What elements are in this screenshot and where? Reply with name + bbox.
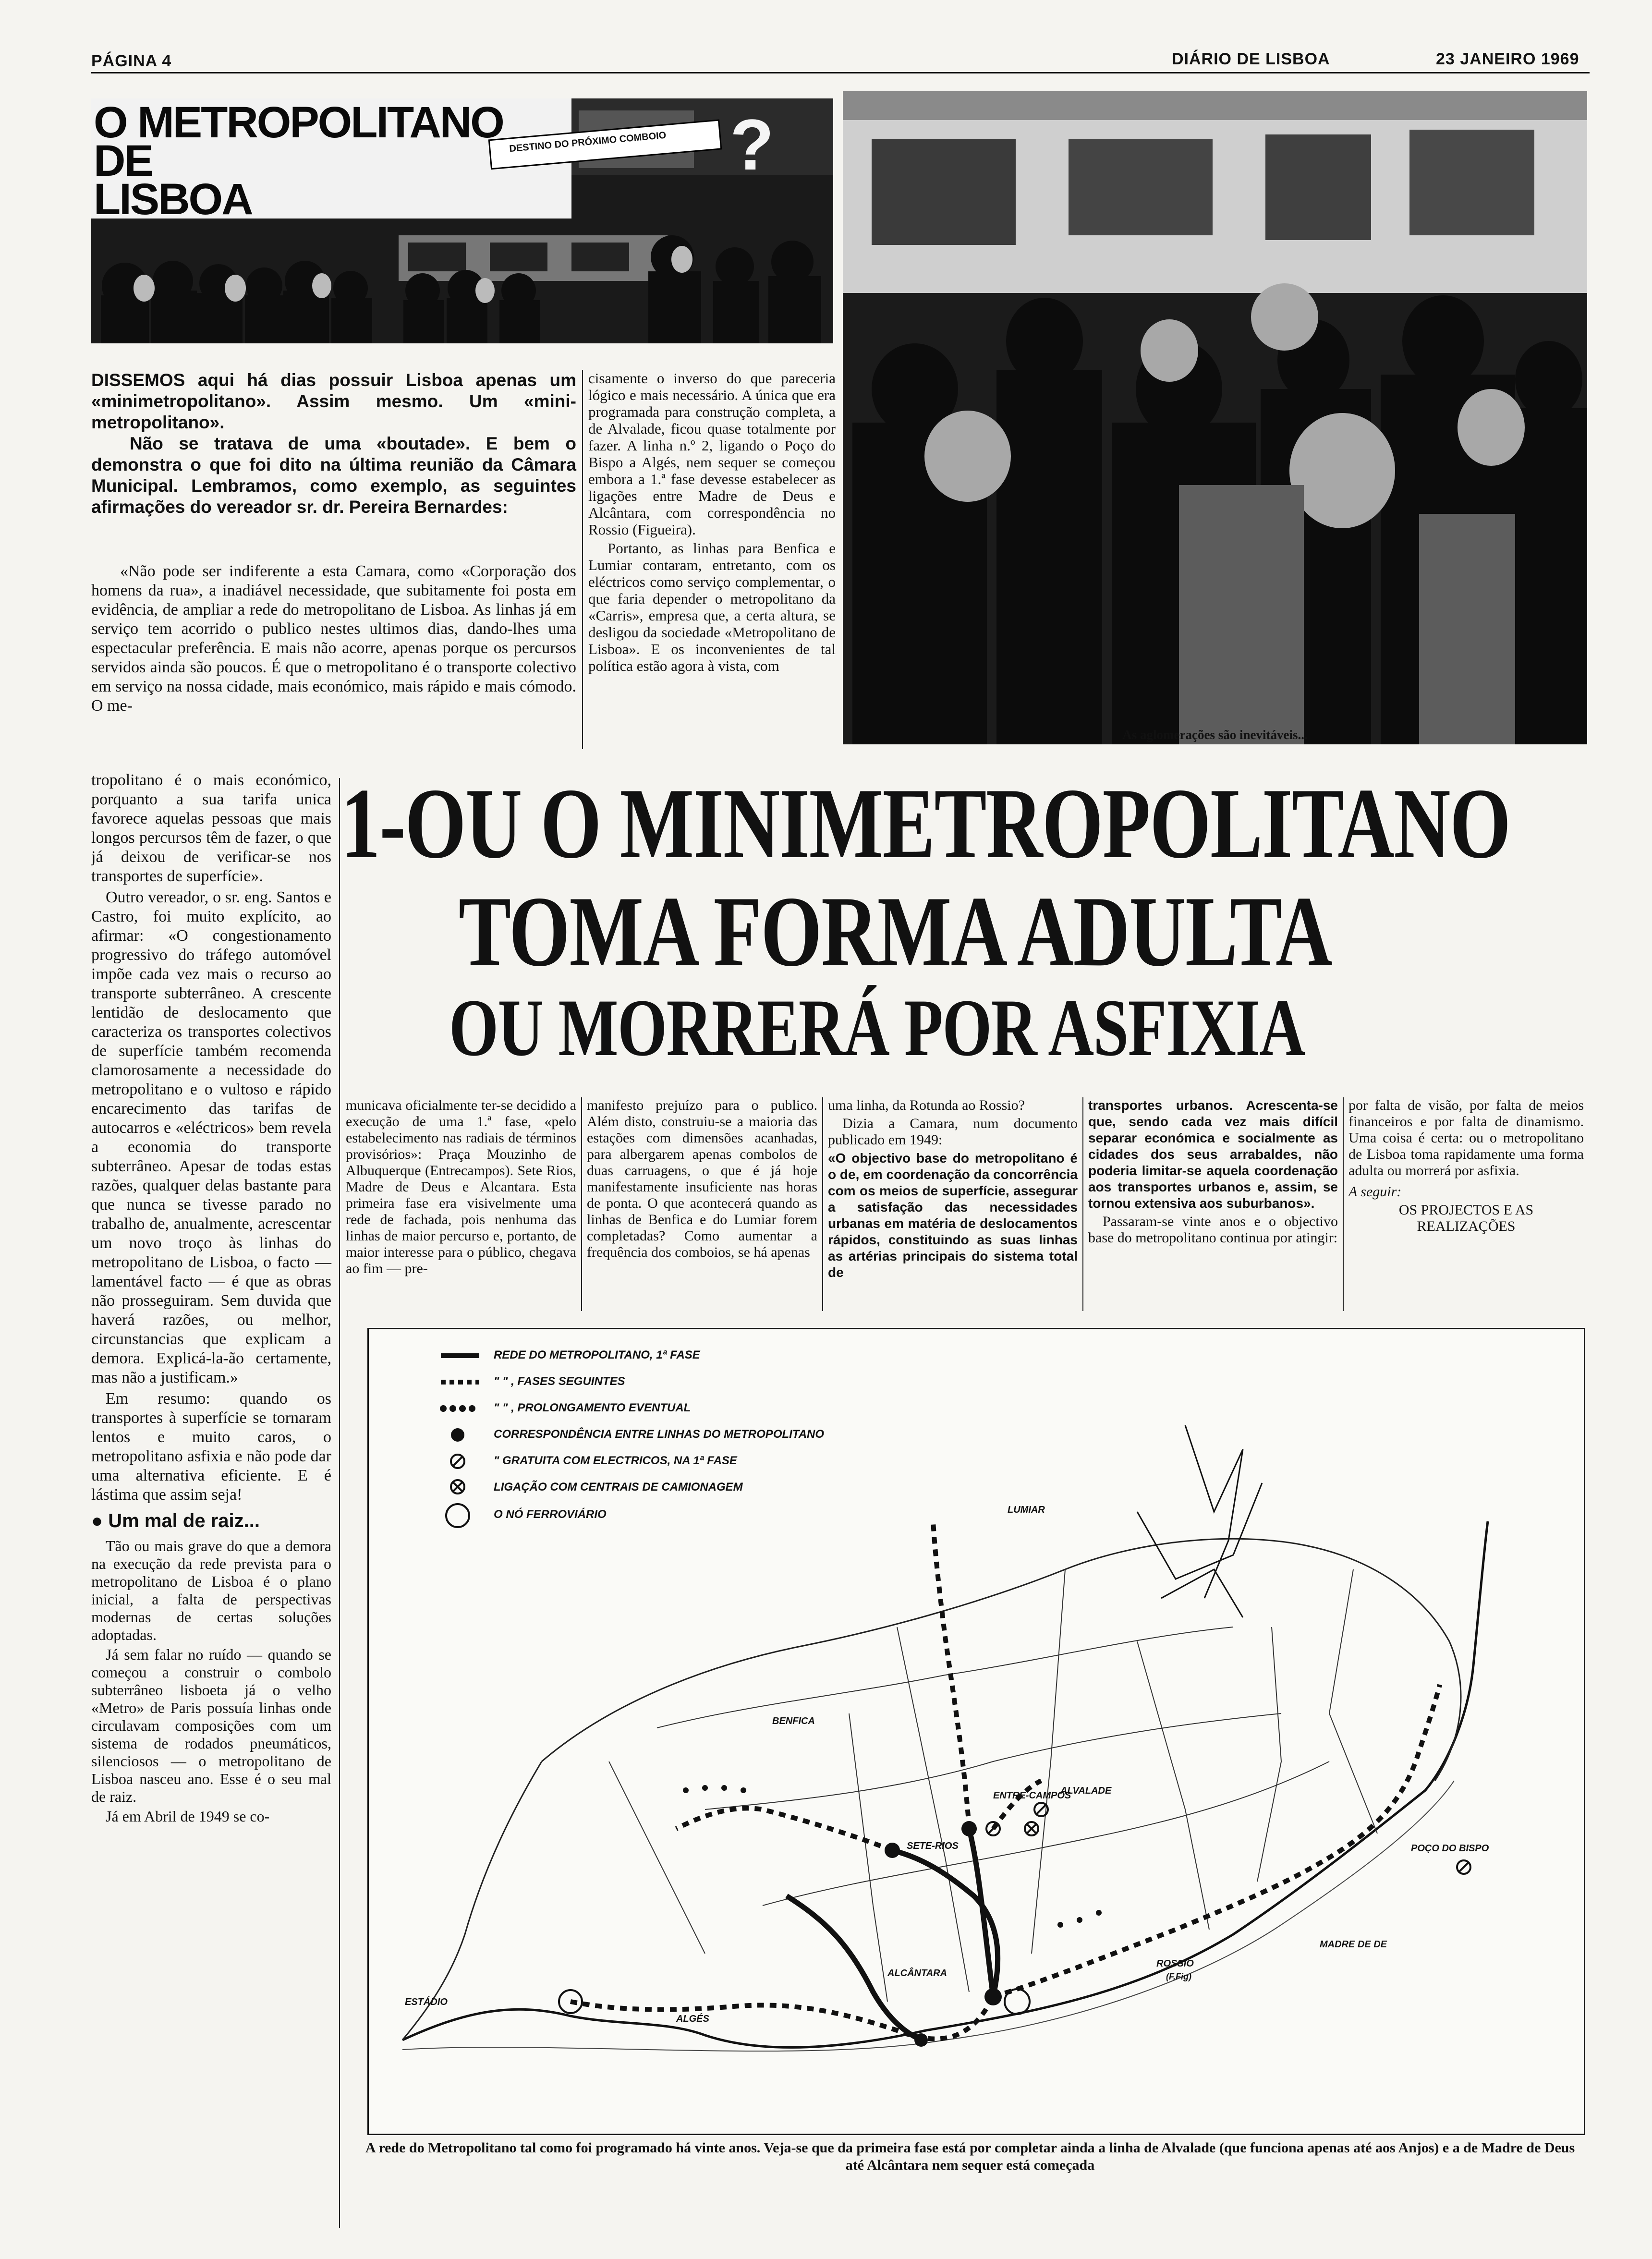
legend-label-7: O NÓ FERROVIÁRIO: [494, 1508, 607, 1521]
article-narrow-p5: Já sem falar no ruído — quando se começou a construir o combolo subterrâneo lisboeta já o velho «Metro» de Paris possuía linhas onde circulavam composições com um sistema de rodados pneumáticos, silenciosos — o metropolitano de Lisboa nasceu ano. Esse é o seu mal de raiz.: [91, 1646, 331, 1805]
header-rule: [91, 72, 1590, 73]
article-b5-p1: por falta de visão, por falta de meios financeiros e por falta de dinamismo. Uma coisa é certa: ou o metropolitano de Lisboa toma rapidamente uma forma adulta ou morrerá por asfixia.: [1348, 1097, 1584, 1178]
crowd-photo-art: [843, 91, 1587, 744]
article-mid-p1: cisamente o inverso do que pareceria lógico e mais necessário. A única que era programada para construção completa, a de Alvalade, ficou quase totalmente por fazer. A linha n.º 2, ligando o Poço do Bispo a Algés, nem sequer se começou embora a 1.ª fase devesse estabelecer as ligações entre Madre de Deus e Alcântara, com correspondência no Rossio (Figueira).: [588, 370, 836, 538]
column-divider-1: [582, 370, 583, 749]
article-col-b2: manifesto prejuízo para o publico. Além disto, construiu-se a maioria das estações com dimensões acanhadas, para albergarem apenas combolos de duas carruagens, o que é já hoje manifestamente insuficiente nas horas de ponta. O que acontecerá quando as linhas de Benfica e do Lumiar forem completadas? Como aumentar a frequência dos comboios, se há apenas: [587, 1097, 817, 1260]
place-entrecampos: ENTRE-CAMPOS: [993, 1790, 1071, 1801]
crowd-photo: [843, 91, 1587, 744]
article-col-narrow: [91, 771, 331, 1827]
destination-sign: DESTINO DO PRÓXIMO COMBOIO: [509, 130, 667, 155]
question-mark: ?: [730, 104, 774, 185]
place-madre-de-deus: MADRE DE DE: [1320, 1939, 1387, 1950]
article-narrow-p1: tropolitano é o mais económico, porquanto a sua tarifa unica favorece aquelas pessoas que mais longos percursos têm de fazer, o que já deixou de verificar-se nos transportes de superfície».: [91, 771, 331, 885]
column-divider-b3: [1082, 1097, 1083, 1311]
metro-map-drawing: [369, 1329, 1584, 2134]
article-left-p1: «Não pode ser indiferente a esta Camara, como «Corporação dos homens da rua», a inadiável necessidade, que subitamente foi posta em evidência, de ampliar a rede do metropolitano de Lisboa. As linhas já em serviço tem acorrido o publico nestes ultimos dias, dando-lhes uma espectacular preferência. E mais não acorre, apenas porque os percursos servidos ainda são poucos. É que o metropolitano é o transporte colectivo em serviço na nossa cidade, mais económico, mais rápido e mais cómodo. O me-: [91, 562, 576, 715]
place-lumiar: LUMIAR: [1008, 1505, 1045, 1515]
intro-second: Não se tratava de uma «boutade». E bem o demonstra o que foi dito na última reunião da Câmara Municipal. Lembramos, como exemplo, as seguintes afirmações do vereador sr. dr. Pereira Bernardes:: [91, 434, 576, 517]
article-col-b4: [1088, 1097, 1338, 1248]
place-rossio-sub: (F.Fig): [1166, 1972, 1191, 1981]
place-benfica: BENFICA: [772, 1716, 815, 1726]
article-b3-p2: Dizia a Camara, num documento publicado em 1949:: [828, 1116, 1078, 1148]
place-alcantara: ALCÂNTARA: [887, 1968, 947, 1979]
article-narrow-p4: Tão ou mais grave do que a demora na execução da rede prevista para o metropolitano de Lisboa é o plano inicial, a falta de perspectivas modernas de certas soluções adoptadas.: [91, 1537, 331, 1643]
map-caption: A rede do Metropolitano tal como foi programado há vinte anos. Veja-se que da primeira fase está por completar ainda a linha de Alvalade (que funciona apenas até aos Anjos) e a de Madre de Deus até Alcântara nem sequer está começada: [365, 2140, 1575, 2173]
place-alges: ALGÉS: [676, 2014, 709, 2024]
article-col-b1: municava oficialmente ter-se decidido a execução de uma 1.ª fase, «pelo estabelecimento nas radiais de términos provisórios»: Praça Mouzinho de Albuquerque (Entrecampos). Sete Rios, Madre de Deus e Alcantara. Esta primeira fase era visivelmente uma rede de fachada, pois nenhuma das linhas de maior percurso e, portanto, de maior interesse para o público, chegava ao fim — pre-: [346, 1097, 576, 1276]
place-estadio: ESTÁDIO: [405, 1997, 448, 2007]
intro-lead: DISSEMOS aqui há dias possuir Lisboa apenas um «minimetropolitano». Assim mesmo. Um «mini-metropolitano».: [91, 370, 576, 432]
headline-line-2: TOMA FORMA ADULTA: [459, 876, 1332, 987]
page-number: PÁGINA 4: [91, 52, 172, 70]
article-col-b3: [828, 1097, 1078, 1283]
article-b4-p2: Passaram-se vinte anos e o objectivo base do metropolitano continua por atingir:: [1088, 1214, 1338, 1246]
place-poco-do-bispo: POÇO DO BISPO: [1411, 1843, 1489, 1854]
column-divider-narrow: [339, 778, 340, 2228]
article-col-mid: [588, 370, 836, 676]
column-divider-b2: [822, 1097, 823, 1311]
headline-line-3: OU MORRERÁ POR ASFIXIA: [449, 983, 1305, 1073]
article-b3-p3: «O objectivo base do metropolitano é o de, em coordenação da concorrência com os meios de superfície, assegurar a satisfação das necessidades urbanas em matéria de deslocamentos rápidos, constituindo as suas linhas as artérias principais do sistema total de: [828, 1151, 1078, 1280]
article-narrow-p3: Em resumo: quando os transportes à superfície se tornaram lentos e muito caros, o metropolitano asfixia e não pode dar uma alternativa eficiente. E é lástima que assim seja!: [91, 1390, 331, 1504]
newspaper-name: DIÁRIO DE LISBOA: [1172, 50, 1330, 68]
article-mid-p2: Portanto, as linhas para Benfica e Lumiar contaram, entretanto, com os eléctricos como serviço complementar, o que faria depender o metropolitano da «Carris», empresa que, a certa altura, se desligou da sociedade «Metropolitano de Lisboa». E os inconvenientes de tal política estão agora à vista, com: [588, 540, 836, 674]
legend-label-1: REDE DO METROPOLITANO, 1ª FASE: [494, 1348, 700, 1361]
crowd-photo-caption: As aglomerações são inevitáveis...: [1122, 728, 1308, 742]
station-photo: [91, 98, 833, 343]
article-b5-p2: A seguir:: [1348, 1184, 1402, 1200]
article-narrow-p2: Outro vereador, o sr. eng. Santos e Castro, foi muito explícito, ao afirmar: «O congestionamento progressivo do tráfego automóvel impõe cada vez mais o recurso ao transporte subterrâneo. A crescente lentidão de deslocamento que caracteriza os transportes colectivos de superfície também recomenda clamorosamente a necessidade do metropolitano e o vultoso e rápido encarecimento das tarifas de autocarros e «eléctricos» bem revela a economia do transporte subterrâneo. Apesar de todas estas razões, qualquer delas bastante para que nunca se tivesse parado no trabalho de, anualmente, acrescentar um novo troço às linhas do metropolitano de Lisboa, o facto — lamentável facto — é que as obras não prosseguiram. Sem duvida que haverá razões, ou melhor, circunstancias que explicam a demora. Explicá-la-ão certamente, mas não a justificam.»: [91, 888, 331, 1386]
place-seterios: SETE-RIOS: [907, 1841, 959, 1851]
place-alvalade: ALVALADE: [1060, 1785, 1112, 1796]
article-b4-p1: transportes urbanos. Acrescenta-se que, sendo cada vez mais difícil separar económica e socialmente as cidades dos seus arrabaldes, não poderia limitar-se aquela coordenação aos transportes urbanos e, assim, se tornou extensiva aos suburbanos».: [1088, 1098, 1338, 1211]
issue-date: 23 JANEIRO 1969: [1436, 50, 1579, 68]
legend-label-6: LIGAÇÃO COM CENTRAIS DE CAMIONAGEM: [494, 1481, 743, 1494]
legend-label-2: " " , FASES SEGUINTES: [494, 1375, 625, 1388]
article-b3-p1: uma linha, da Rotunda ao Rossio?: [828, 1097, 1025, 1113]
subheading-mal-de-raiz: ● Um mal de raiz...: [91, 1510, 260, 1531]
article-b5-p3: OS PROJECTOS E AS REALIZAÇÕES: [1398, 1202, 1534, 1234]
article-col-left: [91, 562, 576, 717]
metro-map: [367, 1328, 1585, 2135]
article-col-b5: [1348, 1097, 1584, 1237]
intro-paragraph: [91, 370, 576, 518]
legend-label-4: CORRESPONDÊNCIA ENTRE LINHAS DO METROPOLITANO: [494, 1428, 825, 1441]
column-divider-b1: [581, 1097, 582, 1311]
feature-title: [94, 98, 503, 224]
headline-line-1: 1-OU O MINIMETROPOLITANO: [341, 768, 1510, 879]
feature-title-line-2: DE: [94, 136, 152, 185]
place-rossio: ROSSIO: [1156, 1958, 1194, 1969]
column-divider-b4: [1343, 1097, 1344, 1311]
feature-title-line-3: LISBOA: [94, 175, 252, 224]
legend-label-5: " GRATUITA COM ELECTRICOS, NA 1ª FASE: [494, 1454, 737, 1467]
article-narrow-p6: Já em Abril de 1949 se co-: [106, 1808, 270, 1825]
legend-label-3: " " , PROLONGAMENTO EVENTUAL: [494, 1401, 691, 1414]
feature-title-line-1: O METROPOLITANO: [94, 98, 503, 147]
